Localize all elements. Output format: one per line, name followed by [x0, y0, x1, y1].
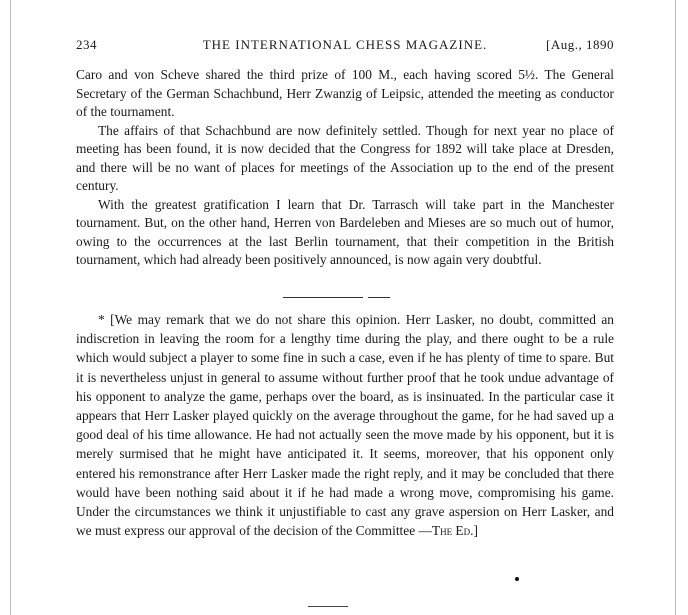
paragraph-schachbund-affairs: The affairs of that Schachbund are now definitely settled. Though for next year no place of meeting has been found, it is now decided that the Congress for 1892 will take place at Dresden, and there will be no want of places for meetings of the Association up to the end of the present century.	[76, 122, 614, 193]
editor-signature: The Ed.	[431, 523, 474, 539]
page-edge-left	[10, 0, 11, 615]
footnote-paragraph	[76, 310, 614, 540]
editorial-footnote	[76, 310, 614, 540]
paragraph-prize-results: Caro and von Scheve shared the third prize of 100 M., each having scored 5½. The General Secretary of the German Schachbund, Herr Zwanzig of Leipsic, attended the meeting as conductor of the tournament.	[76, 67, 614, 119]
section-divider-short	[368, 297, 390, 298]
section-divider	[283, 297, 363, 298]
footnote-closing-bracket: ]	[473, 523, 478, 539]
page-edge-right	[675, 0, 676, 615]
bottom-rule	[308, 606, 348, 607]
footnote-text: * [We may remark that we do not share this opinion. Herr Lasker, no doubt, committed an indiscretion in leaving the room for a lengthy time during the play, and there ought to be a rule which would subject a player to some fine in such a case, even if he has plenty of time to spare. But it is nevertheless unjust in general to assume without further proof that he took undue advantage of his opponent to analyze the game, perhaps over the board, as is insinuated. In the particular case it appears that Herr Lasker played quickly on the average throughout the game, for he had saved up a good deal of his time allowance. He had not actually seen the move made by his opponent, but it is merely surmised that he might have anticipated it. It seems, moreover, that his opponent only entered his remonstrance after Herr Lasker made the right reply, and it may be concluded that there would have been nothing said about it if he had made a wrong move, compromising his game. Under the circumstances we think it unjustifiable to cast any grave aspersion on Herr Lasker, and we must express our approval of the decision of the Committee —	[76, 312, 614, 539]
paragraph-manchester-tournament: With the greatest gratification I learn that Dr. Tarrasch will take part in the Manchester tournament. But, on the other hand, Herren von Bardeleben and Mieses are so much out of humor, owing to the occurrences at the last Berlin tournament, that their competition in the British tournament, which had already been positively announced, is now again very doubtful.	[76, 196, 614, 267]
issue-date: [Aug., 1890	[546, 37, 614, 52]
magazine-title: THE INTERNATIONAL CHESS MAGAZINE.	[202, 37, 488, 52]
running-head	[76, 37, 614, 57]
article-body	[76, 66, 614, 270]
print-speck	[515, 577, 519, 581]
page-number: 234	[76, 37, 97, 52]
